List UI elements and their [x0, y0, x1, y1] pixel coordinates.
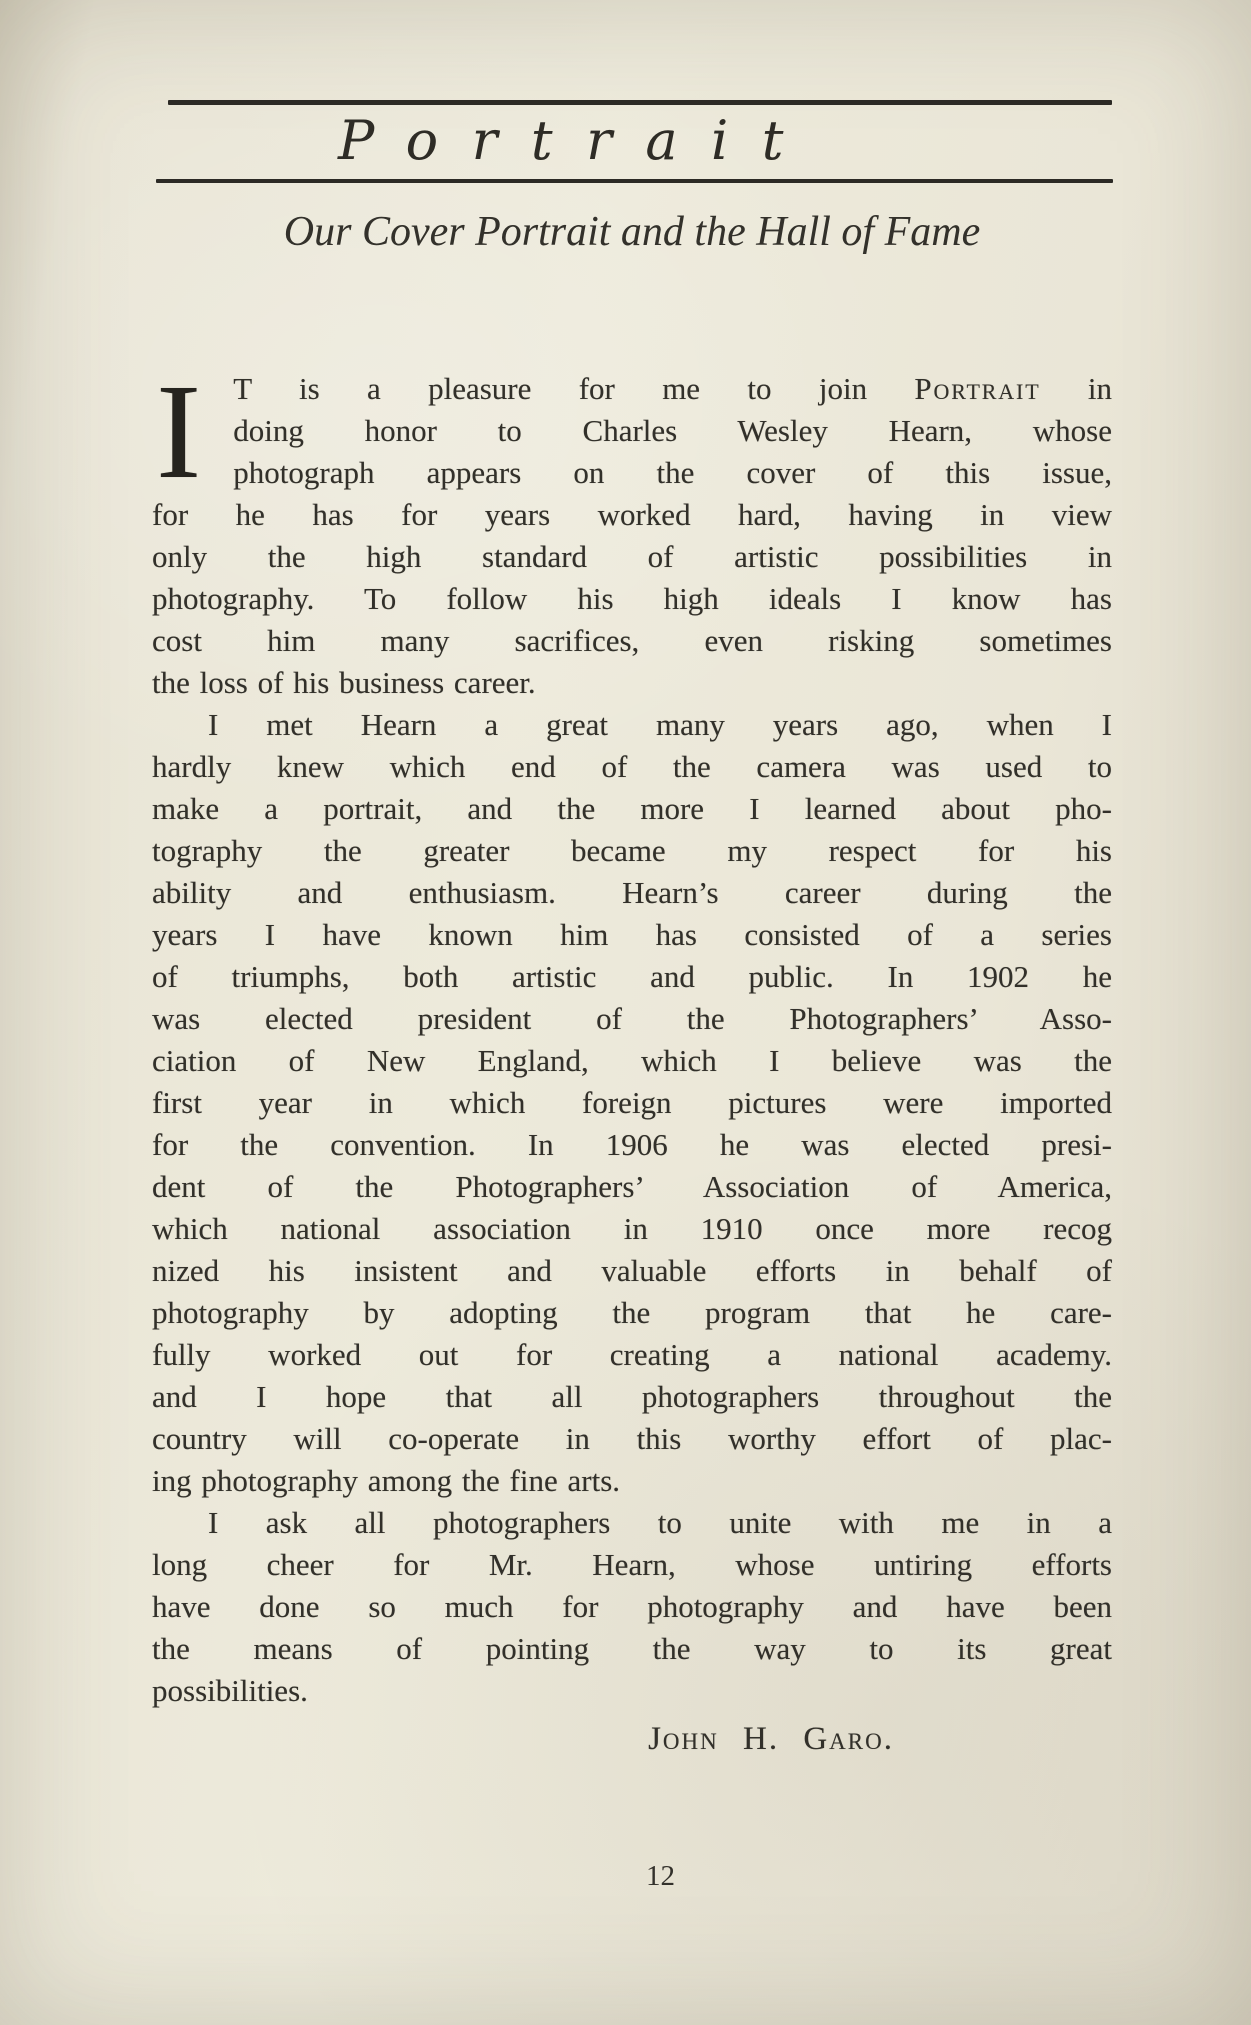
text-line: ing photography among the fine arts.: [152, 1463, 621, 1498]
page-number: 12: [646, 1860, 675, 1892]
paragraph: [152, 1502, 1112, 1712]
masthead: [0, 0, 1251, 183]
text-line: photography. To follow his high ideals I know has: [152, 581, 1112, 616]
text-line: hardly knew which end of the camera was used to: [152, 749, 1112, 784]
text-line: tography the greater became my respect for his: [152, 833, 1112, 868]
text-line: of triumphs, both artistic and public. In 1902 he: [152, 959, 1112, 994]
drop-cap: I: [156, 357, 202, 507]
text-line: which national association in 1910 once more recog: [152, 1211, 1112, 1246]
paragraph: [152, 357, 1112, 704]
text-line: photography by adopting the program that he care-: [152, 1295, 1112, 1330]
text-line: dent of the Photographers’ Association of America,: [152, 1169, 1112, 1204]
text-line: country will co-operate in this worthy effort of plac-: [152, 1421, 1112, 1456]
text-line: years I have known him has consisted of a series: [152, 917, 1112, 952]
text-line: long cheer for Mr. Hearn, whose untiring efforts: [152, 1547, 1112, 1582]
text-line: photograph appears on the cover of this issue,: [233, 455, 1112, 490]
text-line: I met Hearn a great many years ago, when I: [208, 707, 1112, 742]
text-line: only the high standard of artistic possibilities in: [152, 539, 1112, 574]
text-line: ability and enthusiasm. Hearn’s career during the: [152, 875, 1112, 910]
text-line: for he has for years worked hard, having in view: [152, 497, 1112, 532]
text-line: nized his insistent and valuable efforts in behalf of: [152, 1253, 1112, 1288]
masthead-bottom-rule: [156, 179, 1113, 183]
text-line: first year in which foreign pictures were imported: [152, 1085, 1112, 1120]
text-line: was elected president of the Photographers’ Asso-: [152, 1001, 1112, 1036]
text-line: the means of pointing the way to its great: [152, 1631, 1112, 1666]
article-title: Our Cover Portrait and the Hall of Fame: [283, 209, 981, 255]
text-line: T is a pleasure for me to join Portrait in: [233, 371, 1112, 406]
article-body: [152, 357, 1112, 1712]
text-line: and I hope that all photographers throughout the: [152, 1379, 1112, 1414]
text-line: ciation of New England, which I believe was the: [152, 1043, 1112, 1078]
text-line: I ask all photographers to unite with me in a: [208, 1505, 1112, 1540]
text-line: make a portrait, and the more I learned about pho-: [152, 791, 1112, 826]
small-caps-text: Portrait: [914, 371, 1041, 406]
text-line: doing honor to Charles Wesley Hearn, whose: [233, 413, 1112, 448]
text-line: cost him many sacrifices, even risking sometimes: [152, 623, 1112, 658]
text-line: fully worked out for creating a national academy.: [152, 1337, 1112, 1372]
masthead-title: Portrait: [338, 109, 817, 172]
text-line: the loss of his business career.: [152, 665, 536, 700]
author-signature: John H. Garo.: [648, 1721, 894, 1757]
text-line: have done so much for photography and have been: [152, 1589, 1112, 1624]
text-line: possibilities.: [152, 1673, 308, 1708]
paragraph: [152, 704, 1112, 1502]
text-line: for the convention. In 1906 he was elected presi-: [152, 1127, 1112, 1162]
